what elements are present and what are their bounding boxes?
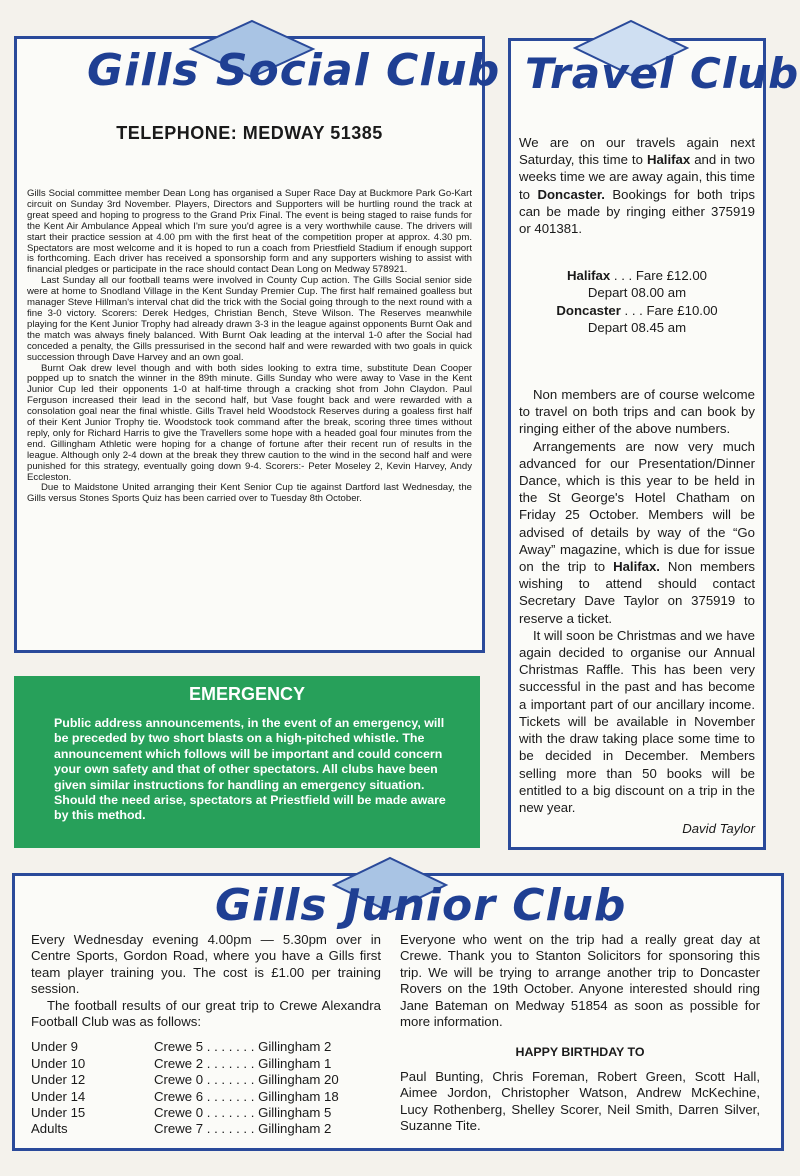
emergency-panel [14, 676, 480, 848]
result-team: Under 14 [31, 1088, 86, 1104]
article-paragraph: The football results of our great trip to Crewe Alexandra Football Club was as follows: [31, 997, 381, 1030]
result-team: Under 9 [31, 1039, 78, 1055]
article-paragraph: Last Sunday all our football teams were involved in County Cup action. The Gills Social senior side were at home to Snodland Village in the Kent Sunday Premier Cup. The first half remained goalless but manager Steve Hillman's interval chat did the trick with the Social going through to the next round with a fine 3-0 victory. Scorers: Derek Hedges, Christian Bench, Steve Wilson. The Reserves meanwhile playing for the Kent Junior Trophy had already drawn 3-3 in the league against opponents Burnt Oak and the match was always finely balanced. With Burnt Oak leading at the interval 1-0 after the Social had conceded a penalty, the Gills pressurised in the second half and were rewarded with two goals in quick succession through Dave Harvey and an own goal. [27, 275, 472, 363]
intro-text: We are on our travels again next Saturday, this time to [519, 135, 755, 168]
result-score: Crewe 0 . . . . . . . Gillingham 20 [154, 1072, 339, 1088]
social-club-panel [14, 36, 501, 653]
result-team: Under 12 [31, 1072, 86, 1088]
article-paragraph: It will soon be Christmas and we have again decided to organise our Annual Christmas Raffle. This has been very successful in the past and has become a important part of our ancillary income. Tickets will be available in November with the draw taking place some time to be decided in December. Members selling more than 50 books will be entitled to a big discount on a trip in the new year. [519, 627, 755, 815]
fare-destination: Halifax [566, 268, 611, 284]
junior-right-column [400, 932, 760, 1134]
fare-depart-time: Depart 08.00 am [587, 285, 687, 301]
results-table [31, 1039, 339, 1137]
table-row [31, 1056, 339, 1072]
junior-club-panel [12, 873, 784, 1151]
paragraph-text: Arrangements are now very much advanced for our Presentation/Dinner Dance, which is this year to be held in the St George's Hotel Chatham on Friday 25 October. Members will be advised of details by way of the “Go Away” magazine, which is due for issue on the trip to [519, 438, 755, 575]
result-score: Crewe 2 . . . . . . . Gillingham 1 [154, 1055, 332, 1071]
fare-destination: Doncaster [556, 302, 621, 318]
article-paragraph [519, 438, 755, 627]
fare-price: . . . Fare £10.00 [620, 302, 718, 318]
result-score: Crewe 6 . . . . . . . Gillingham 18 [154, 1088, 339, 1104]
article-paragraph: Gills Social committee member Dean Long has organised a Super Race Day at Buckmore Park Go-Kart circuit on Sunday 3rd November. Players, Directors and Supporters will be hurtling round the track at great speed and hoping to progress to the Grand Prix Final. The event is being staged to raise funds for the Kent Air Ambulance Appeal which I'm sure you'd agree is a very worthwhile cause. The drivers will start their practice session at 4.00 pm with the first heat of the competition proper at approx. 4.30 pm. Spectators are most welcome and it is hoped to run a coach from Priestfield Stadium if enough support is forthcoming. Each driver has received a sponsorship form and any supporters wishing to assist with financial pledges or participate in the race should contact Dean Long on Medway 578921. [27, 188, 472, 276]
emergency-text: Public address announcements, in the event of an emergency, will be preceded by two short blasts on a high-pitched whistle. The announcement which follows will be important and could concern your own safety and that of other spectators. All clubs have been given similar instructions for handling an emergency situation. Should the need arise, spectators at Priestfield will be made aware by this method. [54, 716, 446, 823]
result-score: Crewe 7 . . . . . . . Gillingham 2 [154, 1121, 332, 1137]
telephone-heading: TELEPHONE: MEDWAY 51385 [116, 123, 383, 143]
social-club-article [27, 189, 472, 505]
table-row [31, 1105, 339, 1121]
fare-price: . . . Fare £12.00 [610, 268, 707, 284]
birthday-heading: HAPPY BIRTHDAY TO [515, 1045, 645, 1060]
social-club-title: Gills Social Club [87, 45, 501, 96]
table-row [31, 1039, 339, 1055]
junior-left-column [31, 932, 381, 1138]
destination-halifax: Halifax. [613, 559, 660, 575]
result-score: Crewe 0 . . . . . . . Gillingham 5 [154, 1105, 332, 1121]
table-row [31, 1072, 339, 1088]
article-paragraph: Everyone who went on the trip had a really great day at Crewe. Thank you to Stanton Solicitors for sponsoring this trip. We will be trying to arrange another trip to Doncaster Rovers on the 19th October. Anyone interested should ring Jane Bateman on Medway 51854 as soon as possible for more information. [400, 932, 760, 1030]
result-team: Under 15 [31, 1105, 86, 1121]
article-paragraph: Due to Maidstone United arranging their Kent Senior Cup tie against Dartford last Wednesday, the Gills versus Stones Sports Quiz has been carried over to Tuesday 8th October. [27, 482, 472, 505]
intro-text: and in two weeks time we are away again, this time to [519, 152, 756, 202]
birthday-names: Paul Bunting, Chris Foreman, Robert Green, Scott Hall, Aimee Jordon, Christopher Watson, Andrew McKechine, Lucy Rothenberg, Shelley Scorer, Neil Smith, Darren Silver, Suzanne Tite. [400, 1068, 760, 1134]
destination-halifax: Halifax [646, 152, 691, 168]
travel-club-panel [508, 38, 800, 850]
result-team: Adults [31, 1121, 68, 1137]
travel-club-title: Travel Club [525, 49, 800, 98]
destination-doncaster: Doncaster. [537, 186, 605, 202]
table-row [31, 1121, 339, 1137]
fares-list [519, 267, 755, 336]
emergency-heading: EMERGENCY [188, 684, 305, 704]
result-team: Under 10 [31, 1055, 86, 1071]
article-paragraph: Every Wednesday evening 4.00pm — 5.30pm over in Centre Sports, Gordon Road, where you have a Gills first team player training you. The cost is £1.00 per training session. [31, 932, 381, 997]
fare-depart-time: Depart 08.45 am [587, 319, 687, 335]
junior-club-title: Gills Junior Club [215, 880, 627, 931]
signature: David Taylor [682, 821, 755, 837]
table-row [31, 1089, 339, 1105]
travel-intro [519, 134, 755, 237]
result-score: Crewe 5 . . . . . . . Gillingham 2 [154, 1039, 332, 1055]
travel-club-article [519, 134, 755, 837]
article-paragraph: Burnt Oak drew level though and with both sides looking to extra time, substitute Dean Cooper popped up to snatch the winner in the 89th minute. Gills Sunday who were away to Vase in the Kent Junior Cup led their opponents 1-0 at half-time through a cracking shot from John Claydon. Paul Ferguson increased their lead in the second half, but Vase fought back and were rewarded with a consolation goal near the final whistle. Gills Travel held Woodstock Reserves during a goaless first half of their Kent Junior Trophy tie. Woodstock took command after the break, scoring three times without reply, only for Richard Harris to give the Travellers some hope with a headed goal four minutes from the end. Gillingham Athletic were hoping for a change of fortune after their recent run of results in the league. Although only 2-4 down at the break they threw caution to the wind in the second half and were punished for this strategy, eventually going down 9-4. Scorers:- Peter Moseley 2, Kevin Harvey, Andy Eccleston. [27, 362, 472, 483]
article-paragraph: Non members are of course welcome to travel on both trips and can book by ringing either of the above numbers. [519, 387, 755, 437]
intro-text: Bookings for both trips can be made by ringing either 375919 or 401381. [519, 186, 755, 237]
paragraph-text: Non members wishing to attend should contact Secretary Dave Taylor on 375919 to reserve a ticket. [519, 559, 755, 626]
